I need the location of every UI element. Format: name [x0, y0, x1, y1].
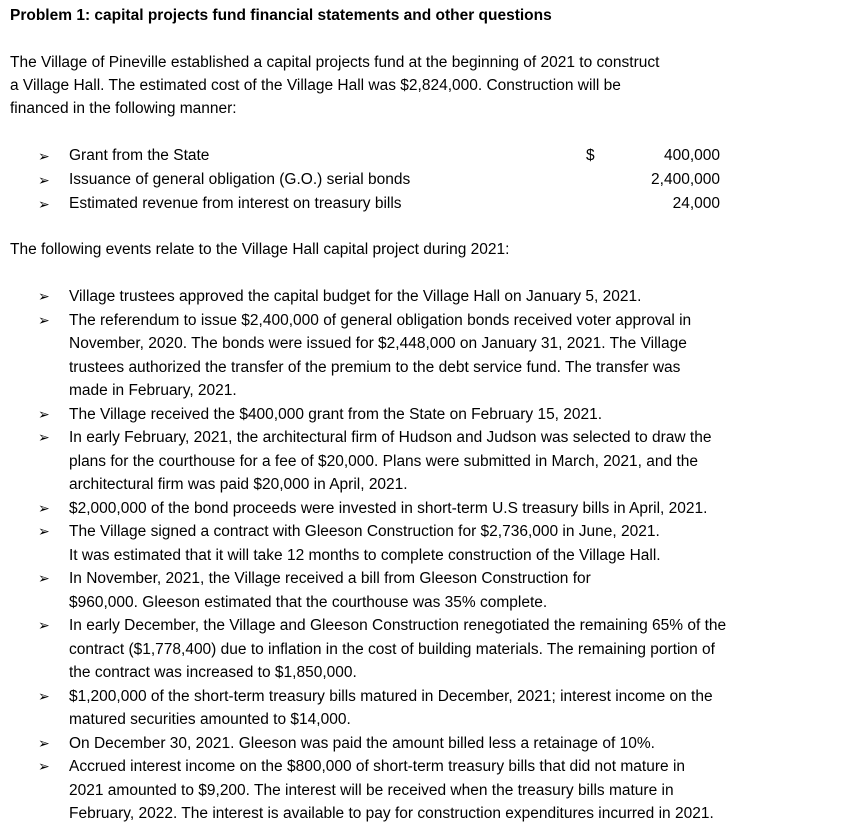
financing-amount: 400,000 — [663, 147, 720, 164]
event-text-line: The Village signed a contract with Gleeson Construction for $2,736,000 in June, 2021. — [69, 523, 660, 540]
event-text-line: $2,000,000 of the bond proceeds were invested in short-term U.S treasury bills in April, 2021. — [69, 499, 708, 517]
event-text-line: Accrued interest income on the $800,000 of short-term treasury bills that did not mature in — [69, 758, 686, 775]
arrow-bullet-icon: ➢ — [38, 617, 50, 633]
event-item — [0, 732, 847, 756]
event-item — [0, 567, 847, 614]
event-text-line: In early December, the Village and Gleeson Construction renegotiated the remaining 65% of the — [69, 617, 727, 634]
arrow-bullet-icon: ➢ — [38, 429, 50, 445]
event-item — [0, 755, 847, 826]
intro-line: The Village of Pineville established a capital projects fund at the beginning of 2021 to construct — [10, 54, 660, 71]
event-item — [0, 309, 847, 403]
event-item — [0, 285, 847, 309]
intro-line: financed in the following manner: — [10, 100, 237, 117]
event-text-line: the contract was increased to $1,850,000. — [69, 664, 357, 681]
intro-paragraph — [10, 51, 810, 120]
arrow-bullet-icon: ➢ — [38, 405, 50, 422]
event-item — [0, 614, 847, 685]
arrow-bullet-icon: ➢ — [38, 148, 50, 164]
arrow-bullet-icon: ➢ — [38, 499, 50, 516]
financing-amount: 24,000 — [672, 195, 720, 212]
event-text-line: February, 2022. The interest is available to pay for construction expenditures incurred in 2021. — [69, 805, 714, 822]
event-text-line: $1,200,000 of the short-term treasury bills matured in December, 2021; interest income on the — [69, 687, 713, 705]
event-text-line: $960,000. Gleeson estimated that the courthouse was 35% complete. — [69, 593, 548, 611]
financing-label: Issuance of general obligation (G.O.) serial bonds — [69, 171, 411, 188]
financing-item — [0, 192, 847, 216]
event-text-line: Village trustees approved the capital budget for the Village Hall on January 5, 2021. — [69, 288, 642, 305]
event-text-line: architectural firm was paid $20,000 in April, 2021. — [69, 476, 408, 493]
arrow-bullet-icon: ➢ — [38, 734, 50, 751]
arrow-bullet-icon: ➢ — [38, 758, 50, 774]
events-list — [0, 285, 847, 826]
event-text-line: The referendum to issue $2,400,000 of general obligation bonds received voter approval in — [69, 311, 692, 329]
event-text-line: In November, 2021, the Village received a bill from Gleeson Construction for — [69, 570, 591, 587]
financing-label: Estimated revenue from interest on treasury bills — [69, 195, 402, 212]
financing-item — [0, 144, 847, 168]
currency-symbol: $ — [586, 147, 595, 164]
arrow-bullet-icon: ➢ — [38, 523, 50, 539]
event-text-line: plans for the courthouse for a fee of $20,000. Plans were submitted in March, 2021, and the — [69, 452, 698, 470]
arrow-bullet-icon: ➢ — [38, 311, 50, 328]
financing-list — [0, 144, 847, 216]
intro-line: a Village Hall. The estimated cost of the Village Hall was $2,824,000. Construction will be — [10, 77, 621, 94]
arrow-bullet-icon: ➢ — [38, 288, 50, 304]
event-text-line: 2021 amounted to $9,200. The interest will be received when the treasury bills mature in — [69, 781, 674, 799]
event-text-line: It was estimated that it will take 12 months to complete construction of the Village Hall. — [69, 546, 661, 564]
event-item — [0, 520, 847, 567]
problem-title: Problem 1: capital projects fund financial statements and other questions — [10, 7, 552, 24]
events-intro: The following events relate to the Village Hall capital project during 2021: — [10, 241, 510, 258]
event-text-line: matured securities amounted to $14,000. — [69, 711, 351, 728]
event-text-line: made in February, 2021. — [69, 382, 237, 399]
event-text-line: In early February, 2021, the architectural firm of Hudson and Judson was selected to draw the — [69, 429, 712, 446]
arrow-bullet-icon: ➢ — [38, 570, 50, 586]
event-text-line: On December 30, 2021. Gleeson was paid the amount billed less a retainage of 10%. — [69, 734, 655, 752]
financing-item — [0, 168, 847, 192]
arrow-bullet-icon: ➢ — [38, 196, 50, 212]
event-item — [0, 403, 847, 427]
event-text-line: contract ($1,778,400) due to inflation in the cost of building materials. The remaining portion of — [69, 640, 715, 658]
event-text-line: The Village received the $400,000 grant from the State on February 15, 2021. — [69, 405, 603, 423]
event-item — [0, 497, 847, 521]
event-text-line: November, 2020. The bonds were issued for $2,448,000 on January 31, 2021. The Village — [69, 335, 687, 352]
event-item — [0, 685, 847, 732]
financing-label: Grant from the State — [69, 147, 210, 164]
arrow-bullet-icon: ➢ — [38, 687, 50, 704]
event-item — [0, 426, 847, 497]
arrow-bullet-icon: ➢ — [38, 172, 50, 188]
event-text-line: trustees authorized the transfer of the premium to the debt service fund. The transfer was — [69, 358, 681, 376]
financing-amount: 2,400,000 — [651, 171, 720, 188]
